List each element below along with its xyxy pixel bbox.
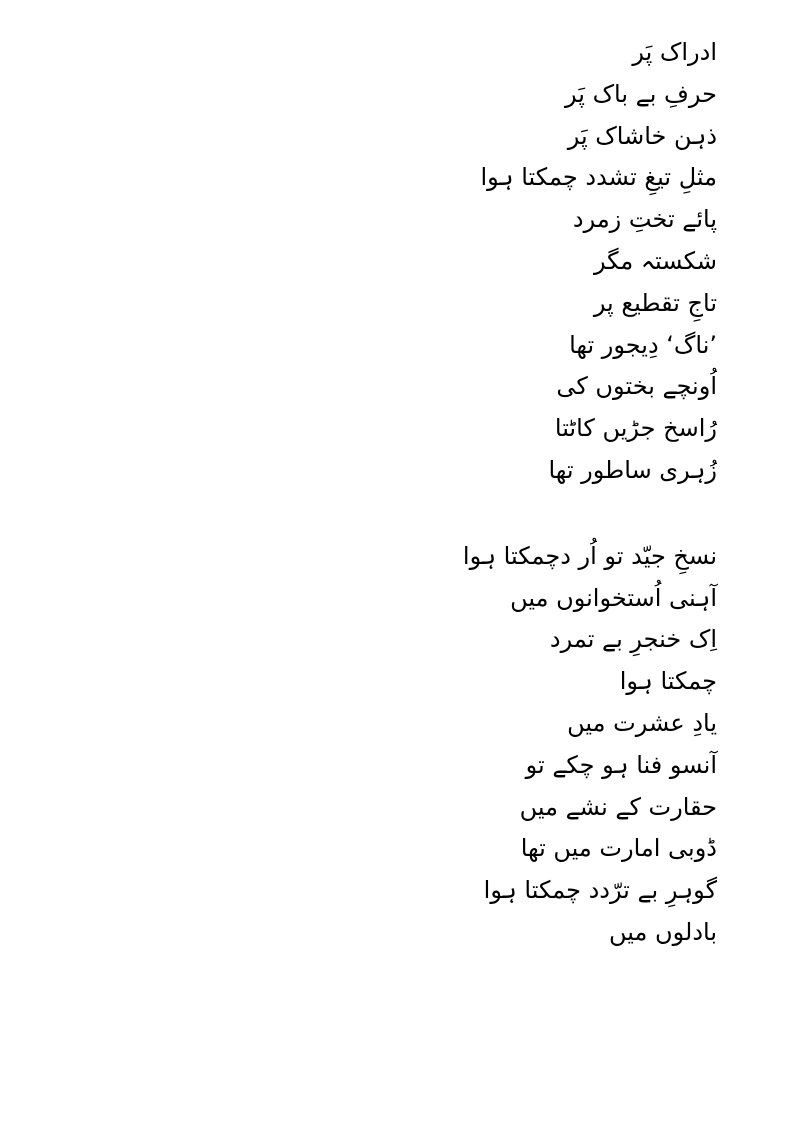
poem-line: گوہرِ بے ترّدد چمکتا ہوا (483, 876, 717, 905)
poem-line: حقارت کے نشے میں (519, 792, 717, 821)
poem-line: یادِ عشرت میں (567, 708, 717, 737)
poem-line: اِک خنجرِ بے تمرد (549, 625, 717, 654)
poem-line: آنسو فنا ہو چکے تو (525, 750, 717, 779)
poem-line: تاجِ تقطیع پر (593, 288, 717, 317)
poem-line: اُونچے بختوں کی (556, 372, 717, 401)
poem-line: شکستہ مگر (593, 246, 717, 275)
poem (297, 34, 717, 956)
poem-line: ذہن خاشاک پَر (567, 121, 717, 150)
stanza-gap (297, 494, 717, 538)
poem-line: نسخِ جیّد تو اُر دچمکتا ہوا (462, 541, 717, 570)
poem-line: بادلوں میں (608, 917, 717, 946)
poem-line: پائے تختِ زمرد (572, 205, 717, 234)
poem-line: آہنی اُستخوانوں میں (510, 583, 717, 612)
poem-line: ڈوبی امارت میں تھا (520, 834, 717, 863)
poem-line: مثلِ تیغِ تشدد چمکتا ہوا (480, 163, 717, 192)
poem-line: چمکتا ہوا (619, 667, 717, 696)
poem-line: ادراک پَر (632, 38, 717, 66)
poem-line: حرفِ بے باک پَر (565, 79, 717, 108)
poem-line: رُاسخ جڑیں کاٹتا (554, 414, 717, 443)
poem-line: ’ناگ‘ دِیجور تھا (569, 330, 717, 359)
poem-line: زُہری ساطور تھا (548, 455, 717, 484)
